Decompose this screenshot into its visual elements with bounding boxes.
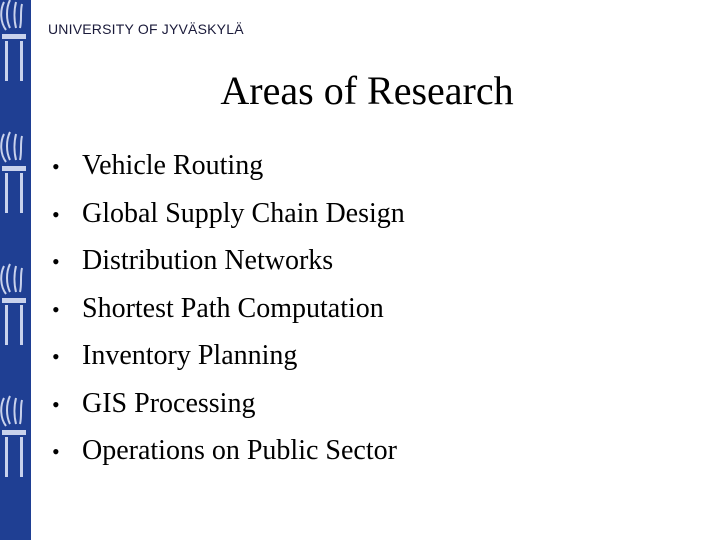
list-item-label: Vehicle Routing bbox=[82, 150, 264, 181]
bullet-icon: • bbox=[52, 439, 60, 464]
bullet-icon: • bbox=[52, 296, 60, 322]
bullet-icon: • bbox=[52, 249, 60, 274]
list-item bbox=[52, 191, 405, 239]
university-name: UNIVERSITY OF JYVÄSKYLÄ bbox=[48, 21, 244, 37]
list-item-label: Distribution Networks bbox=[82, 245, 334, 276]
list-item bbox=[52, 238, 405, 286]
list-item bbox=[52, 143, 405, 191]
list-item bbox=[52, 428, 405, 476]
list-item-label: Operations on Public Sector bbox=[82, 435, 397, 466]
list-item-label: Global Supply Chain Design bbox=[82, 197, 405, 229]
bullet-icon: • bbox=[52, 154, 60, 179]
list-item-label: GIS Processing bbox=[82, 387, 256, 419]
list-item bbox=[52, 333, 405, 381]
list-item bbox=[52, 286, 405, 334]
bullet-icon: • bbox=[52, 391, 60, 417]
bullet-icon: • bbox=[52, 201, 60, 227]
slide-title: Areas of Research bbox=[220, 68, 514, 113]
list-item-label: Inventory Planning bbox=[82, 340, 298, 371]
list-item bbox=[52, 381, 405, 429]
bullet-icon: • bbox=[52, 344, 60, 369]
list-item-label: Shortest Path Computation bbox=[82, 292, 384, 324]
research-areas-list bbox=[52, 143, 405, 476]
